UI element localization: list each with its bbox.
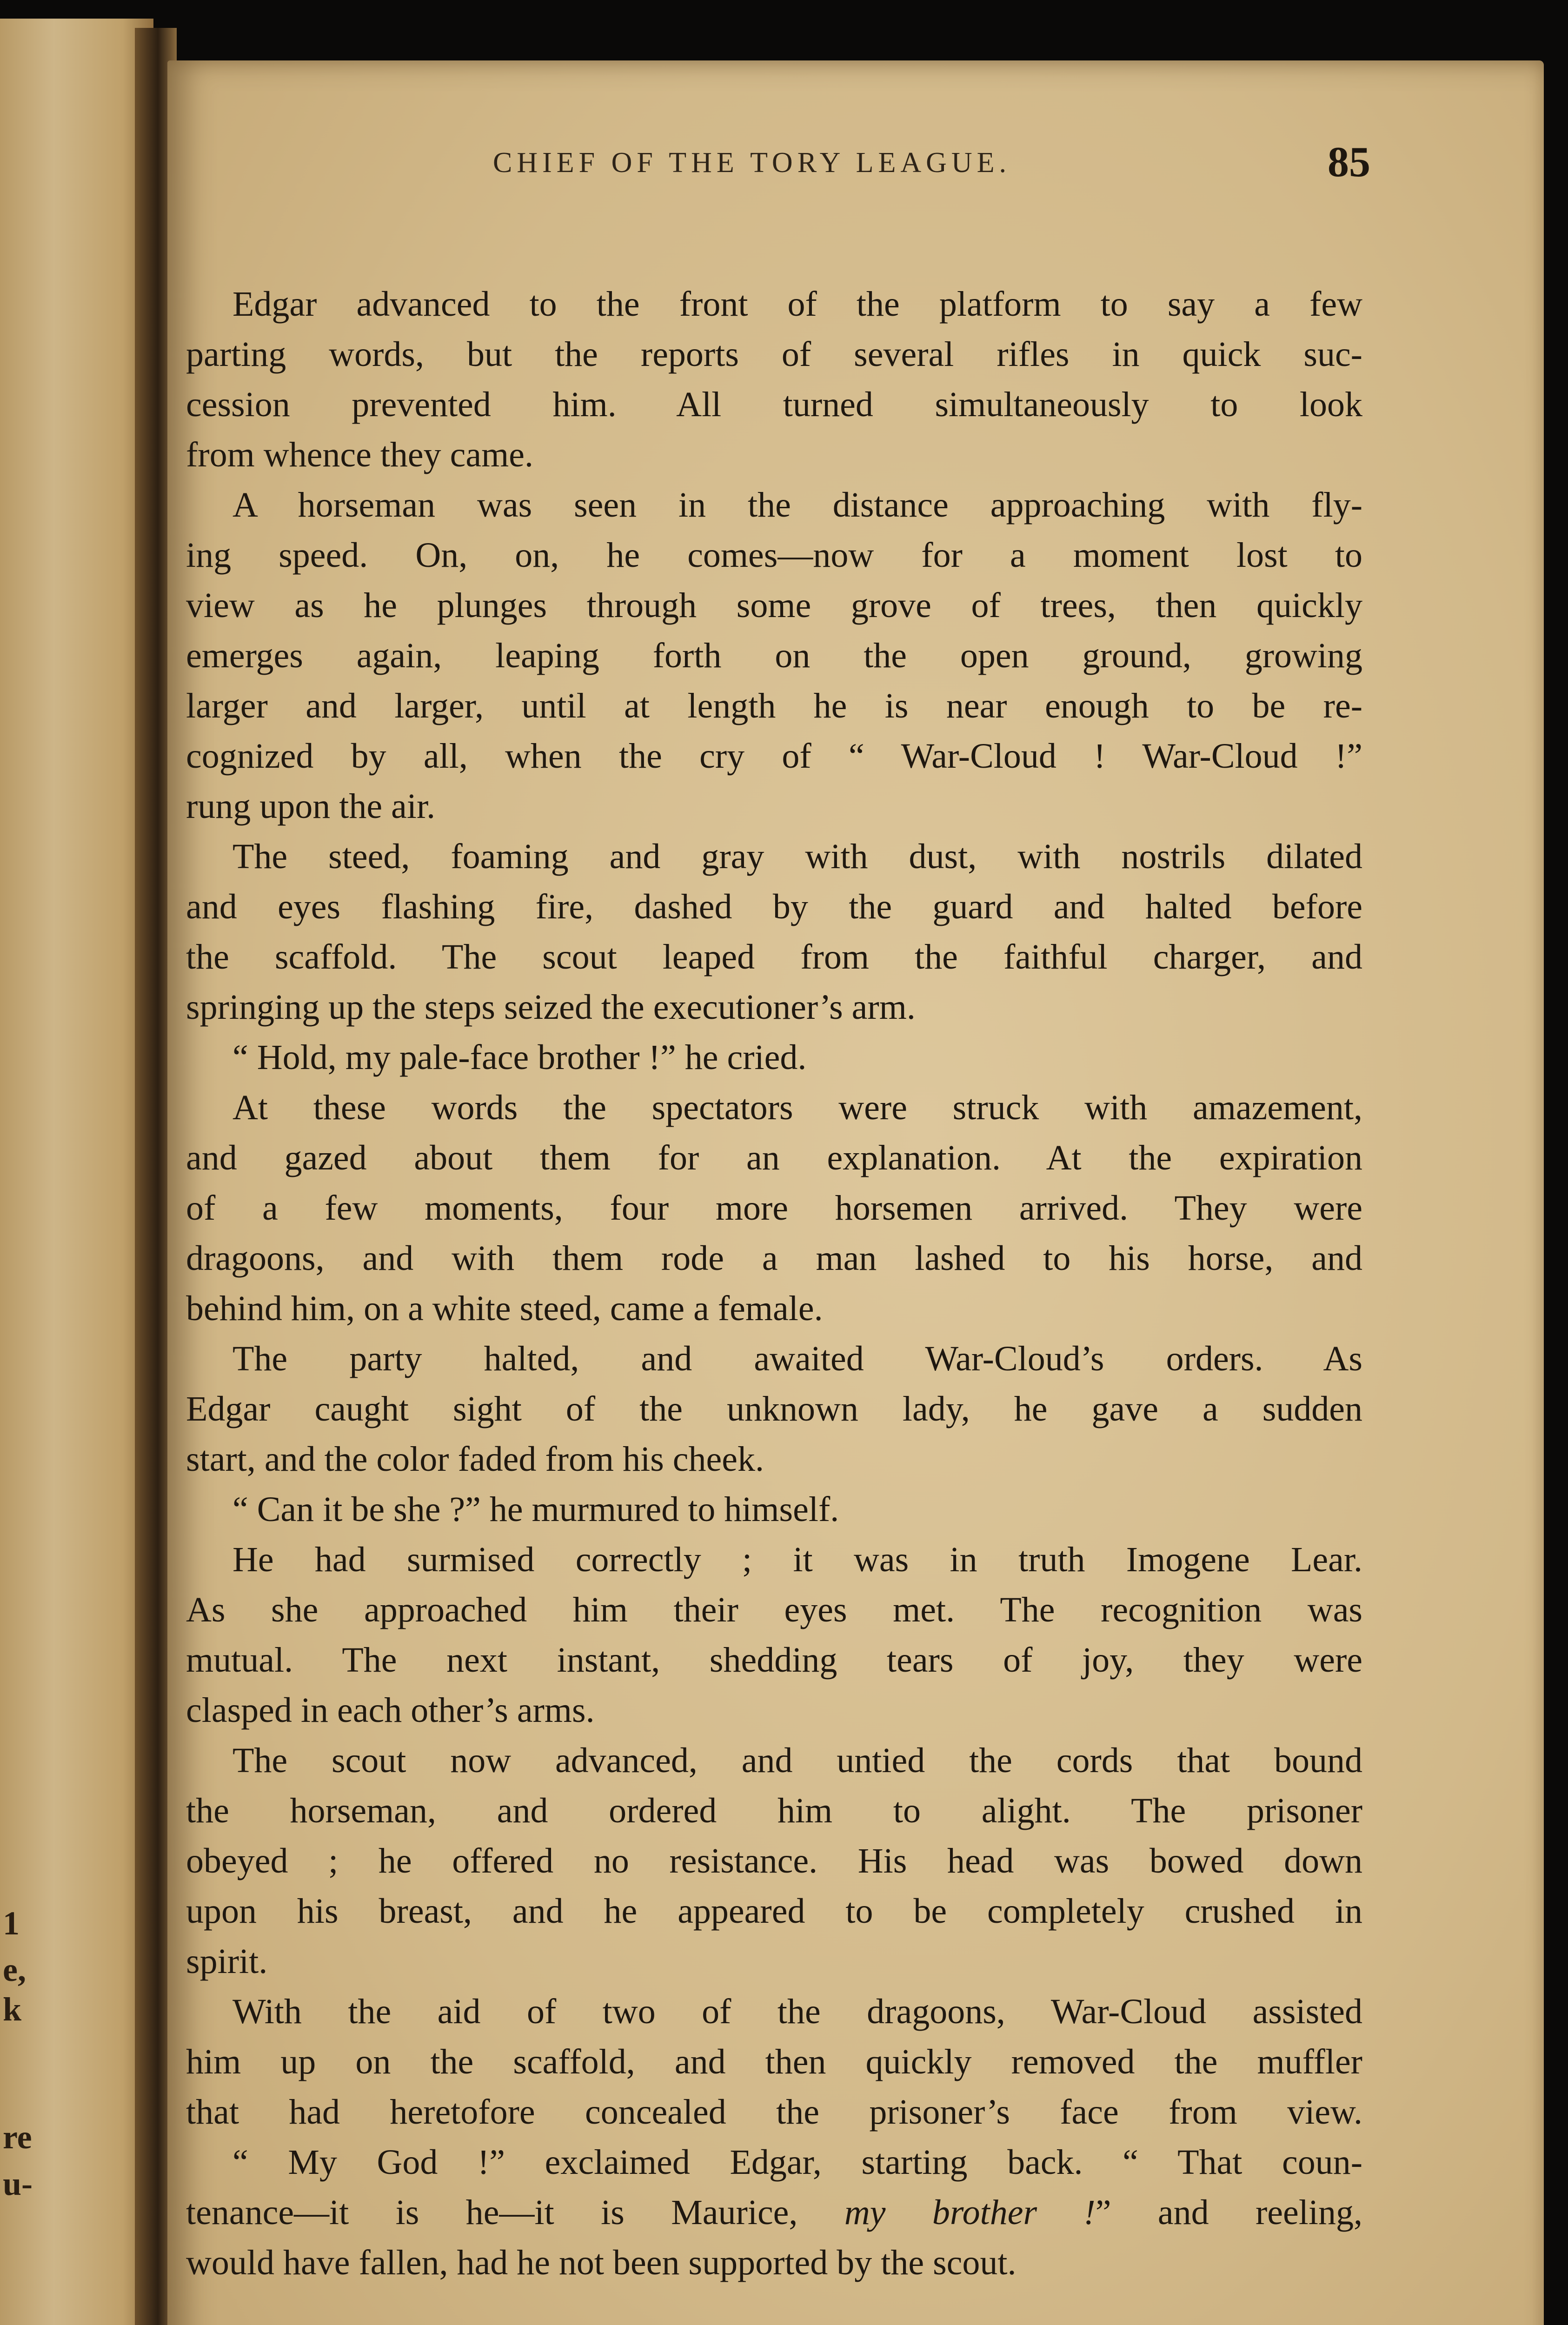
page-number: 85: [1328, 138, 1370, 186]
text-line: A horseman was seen in the distance approaching with fly-: [233, 485, 1362, 525]
text-line: from whence they came.: [186, 435, 533, 474]
text-line: He had surmised correctly ; it was in truth Imogene Lear.: [233, 1540, 1362, 1579]
left-page-fragment: 1: [3, 1905, 20, 1942]
text-line: obeyed ; he offered no resistance. His head was bowed down: [186, 1841, 1362, 1880]
text-line: view as he plunges through some grove of trees, then quickly: [186, 586, 1362, 625]
text-line: larger and larger, until at length he is near enough to be re-: [186, 686, 1362, 725]
body-text: [186, 279, 1362, 2288]
running-title: CHIEF OF THE TORY LEAGUE.: [493, 147, 1011, 179]
text-line: Edgar advanced to the front of the platform to say a few: [233, 285, 1362, 324]
left-page-fragment: re: [3, 2119, 32, 2156]
italic-text: my brother !: [844, 2193, 1096, 2232]
text-segment: tenance—it is he—it is Maurice,: [186, 2193, 798, 2232]
text-line: and eyes flashing fire, dashed by the guard and halted before: [186, 887, 1362, 926]
text-line: the horseman, and ordered him to alight. The prisoner: [186, 1791, 1362, 1830]
text-line: cession prevented him. All turned simultaneously to look: [186, 385, 1362, 424]
page-header: [167, 133, 1544, 188]
text-line: The scout now advanced, and untied the cords that bound: [233, 1741, 1362, 1780]
text-line: him up on the scaffold, and then quickly removed the muffler: [186, 2042, 1362, 2081]
text-line: spirit.: [186, 1942, 268, 1981]
text-line: clasped in each other’s arms.: [186, 1691, 595, 1730]
text-line: springing up the steps seized the executioner’s arm.: [186, 988, 916, 1027]
text-line: behind him, on a white steed, came a female.: [186, 1289, 823, 1328]
left-facing-page: [0, 19, 153, 2325]
text-line: upon his breast, and he appeared to be completely crushed in: [186, 1892, 1362, 1931]
text-line-mixed: [186, 2187, 1362, 2238]
text-line: and gazed about them for an explanation. At the expiration: [186, 1138, 1362, 1177]
text-line: emerges again, leaping forth on the open ground, growing: [186, 636, 1362, 675]
text-line: ing speed. On, on, he comes—now for a moment lost to: [186, 536, 1362, 575]
text-line: start, and the color faded from his cheek.: [186, 1440, 764, 1479]
text-line: mutual. The next instant, shedding tears of joy, they were: [186, 1641, 1362, 1680]
text-line: The party halted, and awaited War-Cloud’s orders. As: [233, 1339, 1362, 1378]
text-line: parting words, but the reports of several rifles in quick suc-: [186, 335, 1362, 374]
left-page-fragment: u-: [3, 2165, 33, 2202]
text-line: dragoons, and with them rode a man lashed to his horse, and: [186, 1239, 1362, 1278]
text-line: rung upon the air.: [186, 787, 436, 826]
left-page-fragment: k: [3, 1991, 22, 2028]
text-line: of a few moments, four more horsemen arrived. They were: [186, 1189, 1362, 1228]
text-line: Edgar caught sight of the unknown lady, he gave a sudden: [186, 1389, 1362, 1428]
text-line: At these words the spectators were struck with amazement,: [233, 1088, 1362, 1127]
text-line: would have fallen, had he not been supported by the scout.: [186, 2243, 1017, 2282]
text-line: cognized by all, when the cry of “ War-Cloud ! War-Cloud !”: [186, 737, 1362, 776]
text-line: As she approached him their eyes met. The recognition was: [186, 1590, 1362, 1629]
text-line: the scaffold. The scout leaped from the faithful charger, and: [186, 937, 1362, 976]
text-line: The steed, foaming and gray with dust, with nostrils dilated: [233, 837, 1362, 876]
text-line: With the aid of two of the dragoons, War-Cloud assisted: [233, 1992, 1362, 2031]
book-page: [167, 60, 1544, 2325]
text-line: “ Hold, my pale-face brother !” he cried.: [233, 1038, 807, 1077]
text-line: “ Can it be she ?” he murmured to himself.: [233, 1490, 839, 1529]
text-line: “ My God !” exclaimed Edgar, starting back. “ That coun-: [233, 2143, 1362, 2182]
text-line: that had heretofore concealed the prisoner’s face from view.: [186, 2092, 1362, 2132]
text-segment: ” and reeling,: [1095, 2193, 1363, 2232]
left-page-fragment: e,: [3, 1951, 26, 1988]
